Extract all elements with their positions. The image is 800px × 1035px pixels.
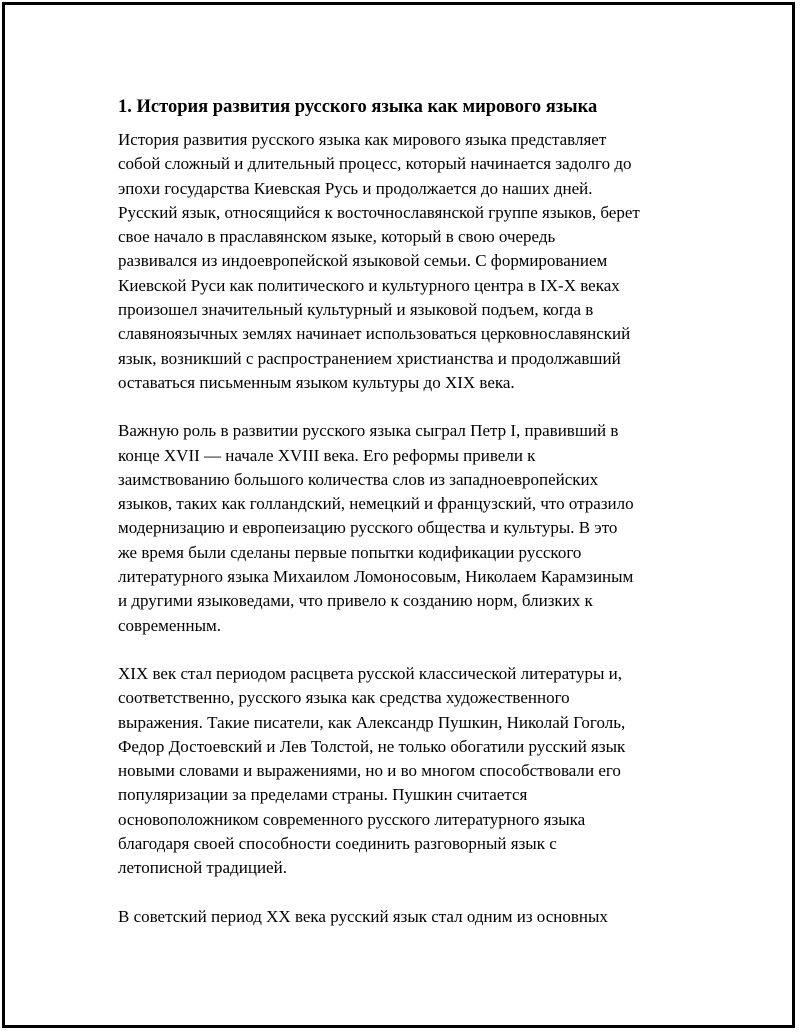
- text-line: соответственно, русского языка как средства художественного: [118, 688, 570, 708]
- paragraph-2: [118, 419, 698, 638]
- text-line: литературного языка Михаилом Ломоносовым, Николаем Карамзиным: [118, 567, 634, 587]
- section-heading: 1. История развития русского языка как мирового языка: [118, 97, 598, 117]
- text-line: конце XVII — начале XVIII века. Его реформы привели к: [118, 445, 536, 465]
- text-line: XIX век стал периодом расцвета русской классической литературы и,: [118, 663, 623, 683]
- document-body: [118, 94, 698, 953]
- text-line: В советский период XX века русский язык стал одним из основных: [118, 906, 608, 926]
- text-line: Федор Достоевский и Лев Толстой, не только обогатили русский язык: [118, 736, 626, 756]
- text-line: основоположником современного русского литературного языка: [118, 809, 586, 829]
- text-line: популяризации за пределами страны. Пушкин считается: [118, 785, 528, 805]
- text-line: славяноязычных землях начинает использоваться церковнославянский: [118, 324, 631, 344]
- paragraph-3: [118, 662, 698, 881]
- text-line: современным.: [118, 615, 222, 635]
- text-line: Русский язык, относящийся к восточнославянской группе языков, берет: [118, 202, 640, 222]
- text-line: новыми словами и выражениями, но и во многом способствовали его: [118, 761, 621, 781]
- text-line: выражения. Такие писатели, как Александр Пушкин, Николай Гоголь,: [118, 712, 626, 732]
- text-line: свое начало в праславянском языке, который в свою очередь: [118, 227, 556, 247]
- text-line: собой сложный и длительный процесс, который начинается задолго до: [118, 154, 632, 174]
- text-line: оставаться письменным языком культуры до XIX века.: [118, 372, 515, 392]
- text-line: Важную роль в развитии русского языка сыграл Петр I, правивший в: [118, 421, 619, 441]
- text-line: благодаря своей способности соединить разговорный язык с: [118, 834, 557, 854]
- text-line: и другими языковедами, что привело к созданию норм, близких к: [118, 591, 593, 611]
- text-line: заимствованию большого количества слов из западноевропейских: [118, 469, 599, 489]
- text-line: История развития русского языка как мирового языка представляет: [118, 130, 607, 149]
- text-line: летописной традицией.: [118, 858, 287, 878]
- text-line: язык, возникший с распространением христианства и продолжавший: [118, 348, 621, 368]
- text-line: развивался из индоевропейской языковой семьи. С формированием: [118, 251, 608, 271]
- text-line: эпохи государства Киевская Русь и продолжается до наших дней.: [118, 178, 593, 198]
- paragraph-1: [118, 128, 698, 395]
- text-line: языков, таких как голландский, немецкий и французский, что отразило: [118, 494, 634, 514]
- text-line: модернизацию и европеизацию русского общества и культуры. В это: [118, 518, 618, 538]
- paragraph-4: [118, 905, 698, 929]
- text-line: произошел значительный культурный и языковой подъем, когда в: [118, 300, 594, 320]
- text-line: Киевской Руси как политического и культурного центра в IX-X веках: [118, 275, 620, 295]
- text-line: же время были сделаны первые попытки кодификации русского: [118, 542, 582, 562]
